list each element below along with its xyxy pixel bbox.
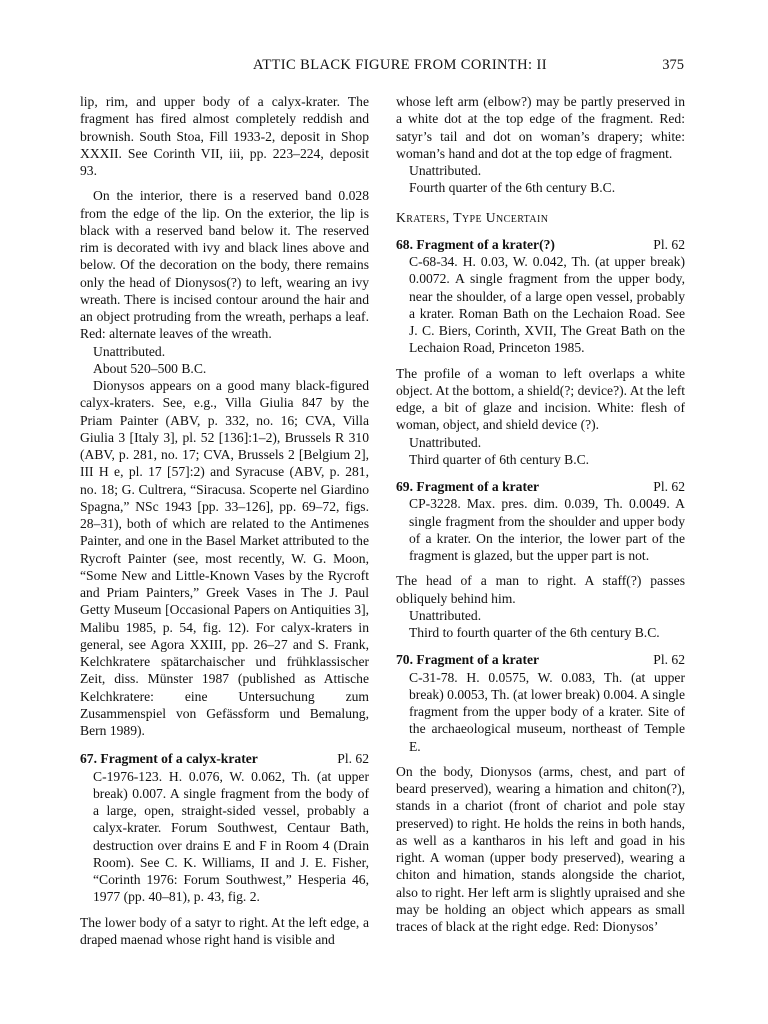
- entry-title: 69. Fragment of a krater: [396, 479, 540, 494]
- section-heading: Kraters, Type Uncertain: [396, 209, 549, 225]
- paragraph: Unattributed.: [93, 343, 166, 359]
- right-column: [396, 93, 685, 935]
- paragraph: Unattributed.: [409, 163, 482, 178]
- catalogue-entry-68-heading: [396, 236, 685, 253]
- date-line: About 520–500 B.C.: [93, 360, 207, 376]
- paragraph: Unattributed.: [409, 434, 482, 450]
- paragraph: The profile of a woman to left overlaps a white object. At the bottom, a shield(?; device?). At the left edge, a bit of glaze and incision. White: flesh of woman, object, and shield device (?).: [396, 365, 685, 433]
- paragraph: whose left arm (elbow?) may be partly preserved in a white dot at the top edge of the fragment. Red: satyr’s tail and dot on woman’s drapery; white: woman’s hand and dot at the top edge of fragment.: [396, 94, 685, 161]
- paragraph: On the interior, there is a reserved band 0.028 from the edge of the lip. On the exterior, the lip is black with a reserved band below it. The reserved rim is decorated with ivy and black lines above and below. Of the decoration on the body, there remains only the head of Dionysos(?) to left, wearing an ivy wreath. There is incised contour around the hair and an object protruding from the wreath, perhaps a leaf. Red: alternate leaves of the wreath.: [80, 188, 369, 342]
- paragraph: Dionysos appears on a good many black-figured calyx-kraters. See, e.g., Villa Giulia 847 by the Priam Painter (ABV, p. 332, no. 16; CVA, Villa Giulia 3 [Italy 3], pl. 52 [136]:1–2), Brussels R 310 (ABV, p. 281, no. 17; CVA, Brussels 2 [Belgium 2], III H e, pl. 17 [57]:2) and Syracuse (ABV, p. 281, no. 18; G. Cultrera, “Siracusa. Scoperte nel Giardino Spagna,” NSc 1943 [pp. 33–126], pp. 69–72, figs. 28–31), both of which are related to the Antimenes Painter, and one in the Basel Market attributed to the Rycroft Painter (see, most recently, W. G. Moon, “Some New and Little-Known Vases by the Rycroft and Priam Painters,” Greek Vases in The J. Paul Getty Museum [Occasional Papers on Antiquities 3], Malibu 1985, p. 54, fig. 12). For calyx-kraters in general, see Agora XXIII, pp. 26–27 and S. Frank, Kelchkratere spätarchaischer und frühklassischer Zeit, diss. Münster 1987 (published as Attische Kelchkratere: eine Untersuchung zum Zusammenspiel von Gefässform und Bemalung, Bern 1989).: [80, 378, 369, 738]
- page-number: 375: [662, 57, 684, 73]
- plate-reference: Pl. 62: [337, 751, 369, 767]
- entry-title: 68. Fragment of a krater(?): [396, 236, 555, 252]
- paragraph: Unattributed.: [409, 607, 482, 623]
- entry-title: 67. Fragment of a calyx-krater: [80, 751, 258, 767]
- left-column: [80, 93, 369, 948]
- catalogue-entry-67-heading: [80, 750, 369, 767]
- entry-description: C-31-78. H. 0.0575, W. 0.083, Th. (at upper break) 0.0053, Th. (at lower break) 0.004. A single fragment from the upper body of a krater. Site of the archaeological museum, northeast of Temple E.: [409, 669, 685, 754]
- paragraph: The head of a man to right. A staff(?) passes obliquely behind him.: [396, 573, 685, 606]
- date-line: Fourth quarter of the 6th century B.C.: [409, 180, 616, 196]
- running-title: ATTIC BLACK FIGURE FROM CORINTH: II: [253, 57, 547, 73]
- entry-description: CP-3228. Max. pres. dim. 0.039, Th. 0.0049. A single fragment from the shoulder and upper body of a krater. On the interior, the lower part of the fragment is glazed, but the upper part is not.: [409, 496, 685, 563]
- plate-reference: Pl. 62: [653, 236, 685, 252]
- date-line: Third quarter of 6th century B.C.: [409, 451, 590, 467]
- plate-reference: Pl. 62: [653, 652, 685, 668]
- paragraph: On the body, Dionysos (arms, chest, and part of beard preserved), wearing a himation and chiton(?), stands in a chariot (front of chariot and pole stay preserved) to right. He holds the reins in both hands, as well as a kantharos in his left and goad in his right. A woman (upper body preserved), wearing a chiton and himation, stands alongside the chariot, also to right. Her left arm is slightly upraised and she may be holding an object which appears as small traces of black at the right edge. Red: Dionysos’: [396, 763, 685, 934]
- paragraph: lip, rim, and upper body of a calyx-krater. The fragment has fired almost completely reddish and brownish. South Stoa, Fill 1933-2, deposit in Shop XXXII. See Corinth VII, iii, pp. 223–224, deposit 93.: [80, 94, 369, 178]
- entry-description: C-68-34. H. 0.03, W. 0.042, Th. (at upper break) 0.0072. A single fragment from the upper body, near the shoulder, of a large open vessel, probably a krater. Roman Bath on the Lechaion Road. See J. C. Biers, Corinth, XVII, The Great Bath on the Lechaion Road, Princeton 1985.: [409, 254, 685, 356]
- entry-title: 70. Fragment of a krater: [396, 652, 540, 668]
- plate-reference: Pl. 62: [653, 479, 685, 494]
- paragraph: The lower body of a satyr to right. At the left edge, a draped maenad whose right hand is visible and: [80, 914, 369, 947]
- running-header: [80, 57, 684, 79]
- date-line: Third to fourth quarter of the 6th century B.C.: [409, 625, 660, 640]
- entry-description: C-1976-123. H. 0.076, W. 0.062, Th. (at upper break) 0.007. A single fragment from the body of a large, open, straight-sided vessel, probably a calyx-krater. Forum Southwest, Centaur Bath, destruction over drains E and F in Room 4 (Drain Room). See C. K. Williams, II and J. E. Fisher, “Corinth 1976: Forum Southwest,” Hesperia 46, 1977 (pp. 40–81), p. 43, fig. 2.: [93, 768, 369, 905]
- catalogue-entry-69-heading: [396, 478, 685, 495]
- catalogue-entry-70-heading: [396, 651, 685, 668]
